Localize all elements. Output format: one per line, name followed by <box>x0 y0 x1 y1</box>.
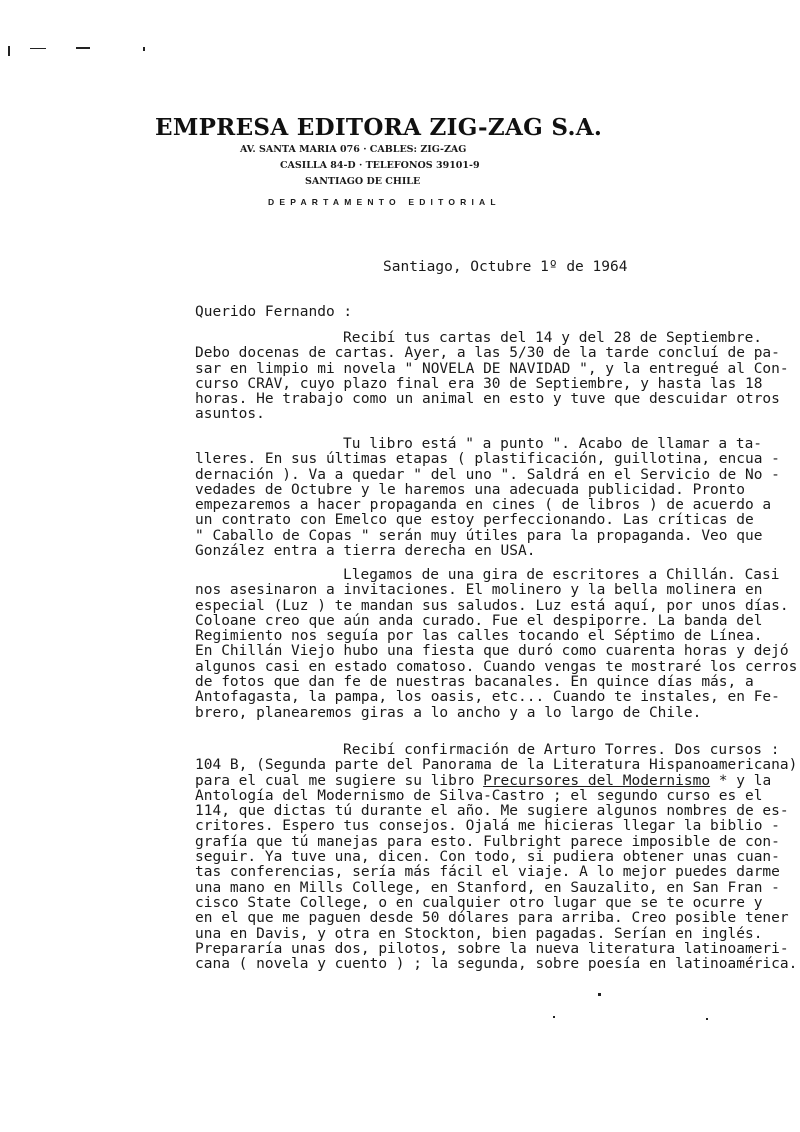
paragraph-4 <box>195 742 798 973</box>
text-line: 104 B, (Segunda parte del Panorama de la Literatura Hispanoamericana) <box>195 757 798 774</box>
text-line: un contrato con Emelco que estoy perfeccionando. Las críticas de <box>195 512 754 529</box>
scan-mark <box>30 48 46 49</box>
phone-line: CASILLA 84-D · TELEFONOS 39101-9 <box>280 160 480 171</box>
text-line: una mano en Mills College, en Stanford, en Sauzalito, en San Fran - <box>195 879 780 896</box>
paragraph-1 <box>195 331 795 423</box>
text-line: Recibí confirmación de Arturo Torres. Dos cursos : <box>343 742 780 758</box>
text-line: " Caballo de Copas " serán muy útiles para la propaganda. Veo que <box>195 527 763 544</box>
text-line: Tu libro está " a punto ". Acabo de llamar a ta- <box>343 436 763 452</box>
text-line: Recibí tus cartas del 14 y del 28 de Septiembre. <box>343 330 763 346</box>
paragraph-2 <box>195 437 795 559</box>
text-line: de fotos que dan fe de nuestras bacanales. En quince días más, a <box>195 674 754 691</box>
text-line: empezaremos a hacer propaganda en cines ( de libros ) de acuerdo a <box>195 497 772 514</box>
text-fragment: para el cual me sugiere su libro <box>195 772 484 789</box>
text-line: Antofagasta, la pampa, los oasis, etc... Cuando te instales, en Fe- <box>195 689 780 706</box>
text-line: horas. He trabajo como un animal en esto y tuve que descuidar otros <box>195 391 780 408</box>
text-line: curso CRAV, cuyo plazo final era 30 de Septiembre, y hasta las 18 <box>195 375 763 392</box>
text-line: 114, que dictas tú durante el año. Me sugiere algunos nombres de es- <box>195 803 789 820</box>
text-line: grafía que tú manejas para esto. Fulbright parece imposible de con- <box>195 833 780 850</box>
text-line: una en Davis, y otra en Stockton, bien pagadas. Serían en inglés. <box>195 925 763 942</box>
company-name: EMPRESA EDITORA ZIG-ZAG S.A. <box>155 114 603 141</box>
text-line: algunos casi en estado comatoso. Cuando vengas te mostraré los cerros <box>195 658 798 675</box>
scan-mark <box>143 47 145 51</box>
text-line: En Chillán Viejo hubo una fiesta que duró como cuarenta horas y dejó <box>195 643 789 660</box>
city-line: SANTIAGO DE CHILE <box>305 176 421 187</box>
text-line: Debo docenas de cartas. Ayer, a las 5/30 de la tarde concluí de pa- <box>195 345 780 362</box>
department-line: DEPARTAMENTO EDITORIAL <box>268 197 501 207</box>
text-line: nos asesinaron a invitaciones. El molinero y la bella molinera en <box>195 582 763 599</box>
text-line: seguir. Ya tuve una, dicen. Con todo, si pudiera obtener unas cuan- <box>195 849 780 866</box>
text-line: especial (Luz ) te mandan sus saludos. Luz está aquí, por unos días. <box>195 597 789 614</box>
text-line: cisco State College, o en cualquier otro lugar que se te ocurre y <box>195 894 763 911</box>
scan-mark <box>598 993 601 996</box>
text-line: Prepararía unas dos, pilotos, sobre la nueva literatura latinoameri- <box>195 940 789 957</box>
text-line: tas conferencias, sería más fácil el viaje. A lo mejor puedes darme <box>195 864 780 881</box>
text-fragment: * y la <box>710 772 772 789</box>
text-line: Coloane creo que aún anda curado. Fue el despiporre. La banda del <box>195 612 763 629</box>
scan-mark <box>553 1016 555 1018</box>
letterhead <box>155 114 675 207</box>
address-line: AV. SANTA MARIA 076 · CABLES: ZIG-ZAG <box>240 144 467 155</box>
scan-mark <box>76 47 90 49</box>
text-line: dernación ). Va a quedar " del uno ". Saldrá en el Servicio de No - <box>195 466 780 483</box>
text-line <box>195 774 795 789</box>
text-line: Llegamos de una gira de escritores a Chillán. Casi <box>343 567 780 583</box>
text-line: critores. Espero tus consejos. Ojalá me hicieras llegar la biblio - <box>195 818 780 835</box>
scan-mark <box>706 1018 708 1020</box>
text-line: lleres. En sus últimas etapas ( plastificación, guillotina, encua - <box>195 451 780 468</box>
salutation: Querido Fernando : <box>195 304 353 320</box>
text-line: asuntos. <box>195 406 265 423</box>
scan-mark <box>8 46 10 56</box>
paragraph-3 <box>195 567 798 721</box>
text-line: brero, planearemos giras a lo ancho y a lo largo de Chile. <box>195 704 702 721</box>
book-title: Precursores del Modernismo <box>483 772 711 789</box>
text-line: vedades de Octubre y le haremos una adecuada publicidad. Pronto <box>195 481 745 498</box>
text-line: cana ( novela y cuento ) ; la segunda, sobre poesía en latinoamérica. <box>195 956 798 973</box>
text-line: Antología del Modernismo de Silva-Castro ; el segundo curso es el <box>195 787 763 804</box>
text-line: Regimiento nos seguía por las calles tocando el Séptimo de Línea. <box>195 628 763 645</box>
text-line: en el que me paguen desde 50 dólares para arriba. Creo posible tener <box>195 910 789 927</box>
text-line: González entra a tierra derecha en USA. <box>195 543 536 560</box>
text-line: sar en limpio mi novela " NOVELA DE NAVIDAD ", y la entregué al Con- <box>195 360 789 377</box>
dateline: Santiago, Octubre 1º de 1964 <box>383 259 628 275</box>
